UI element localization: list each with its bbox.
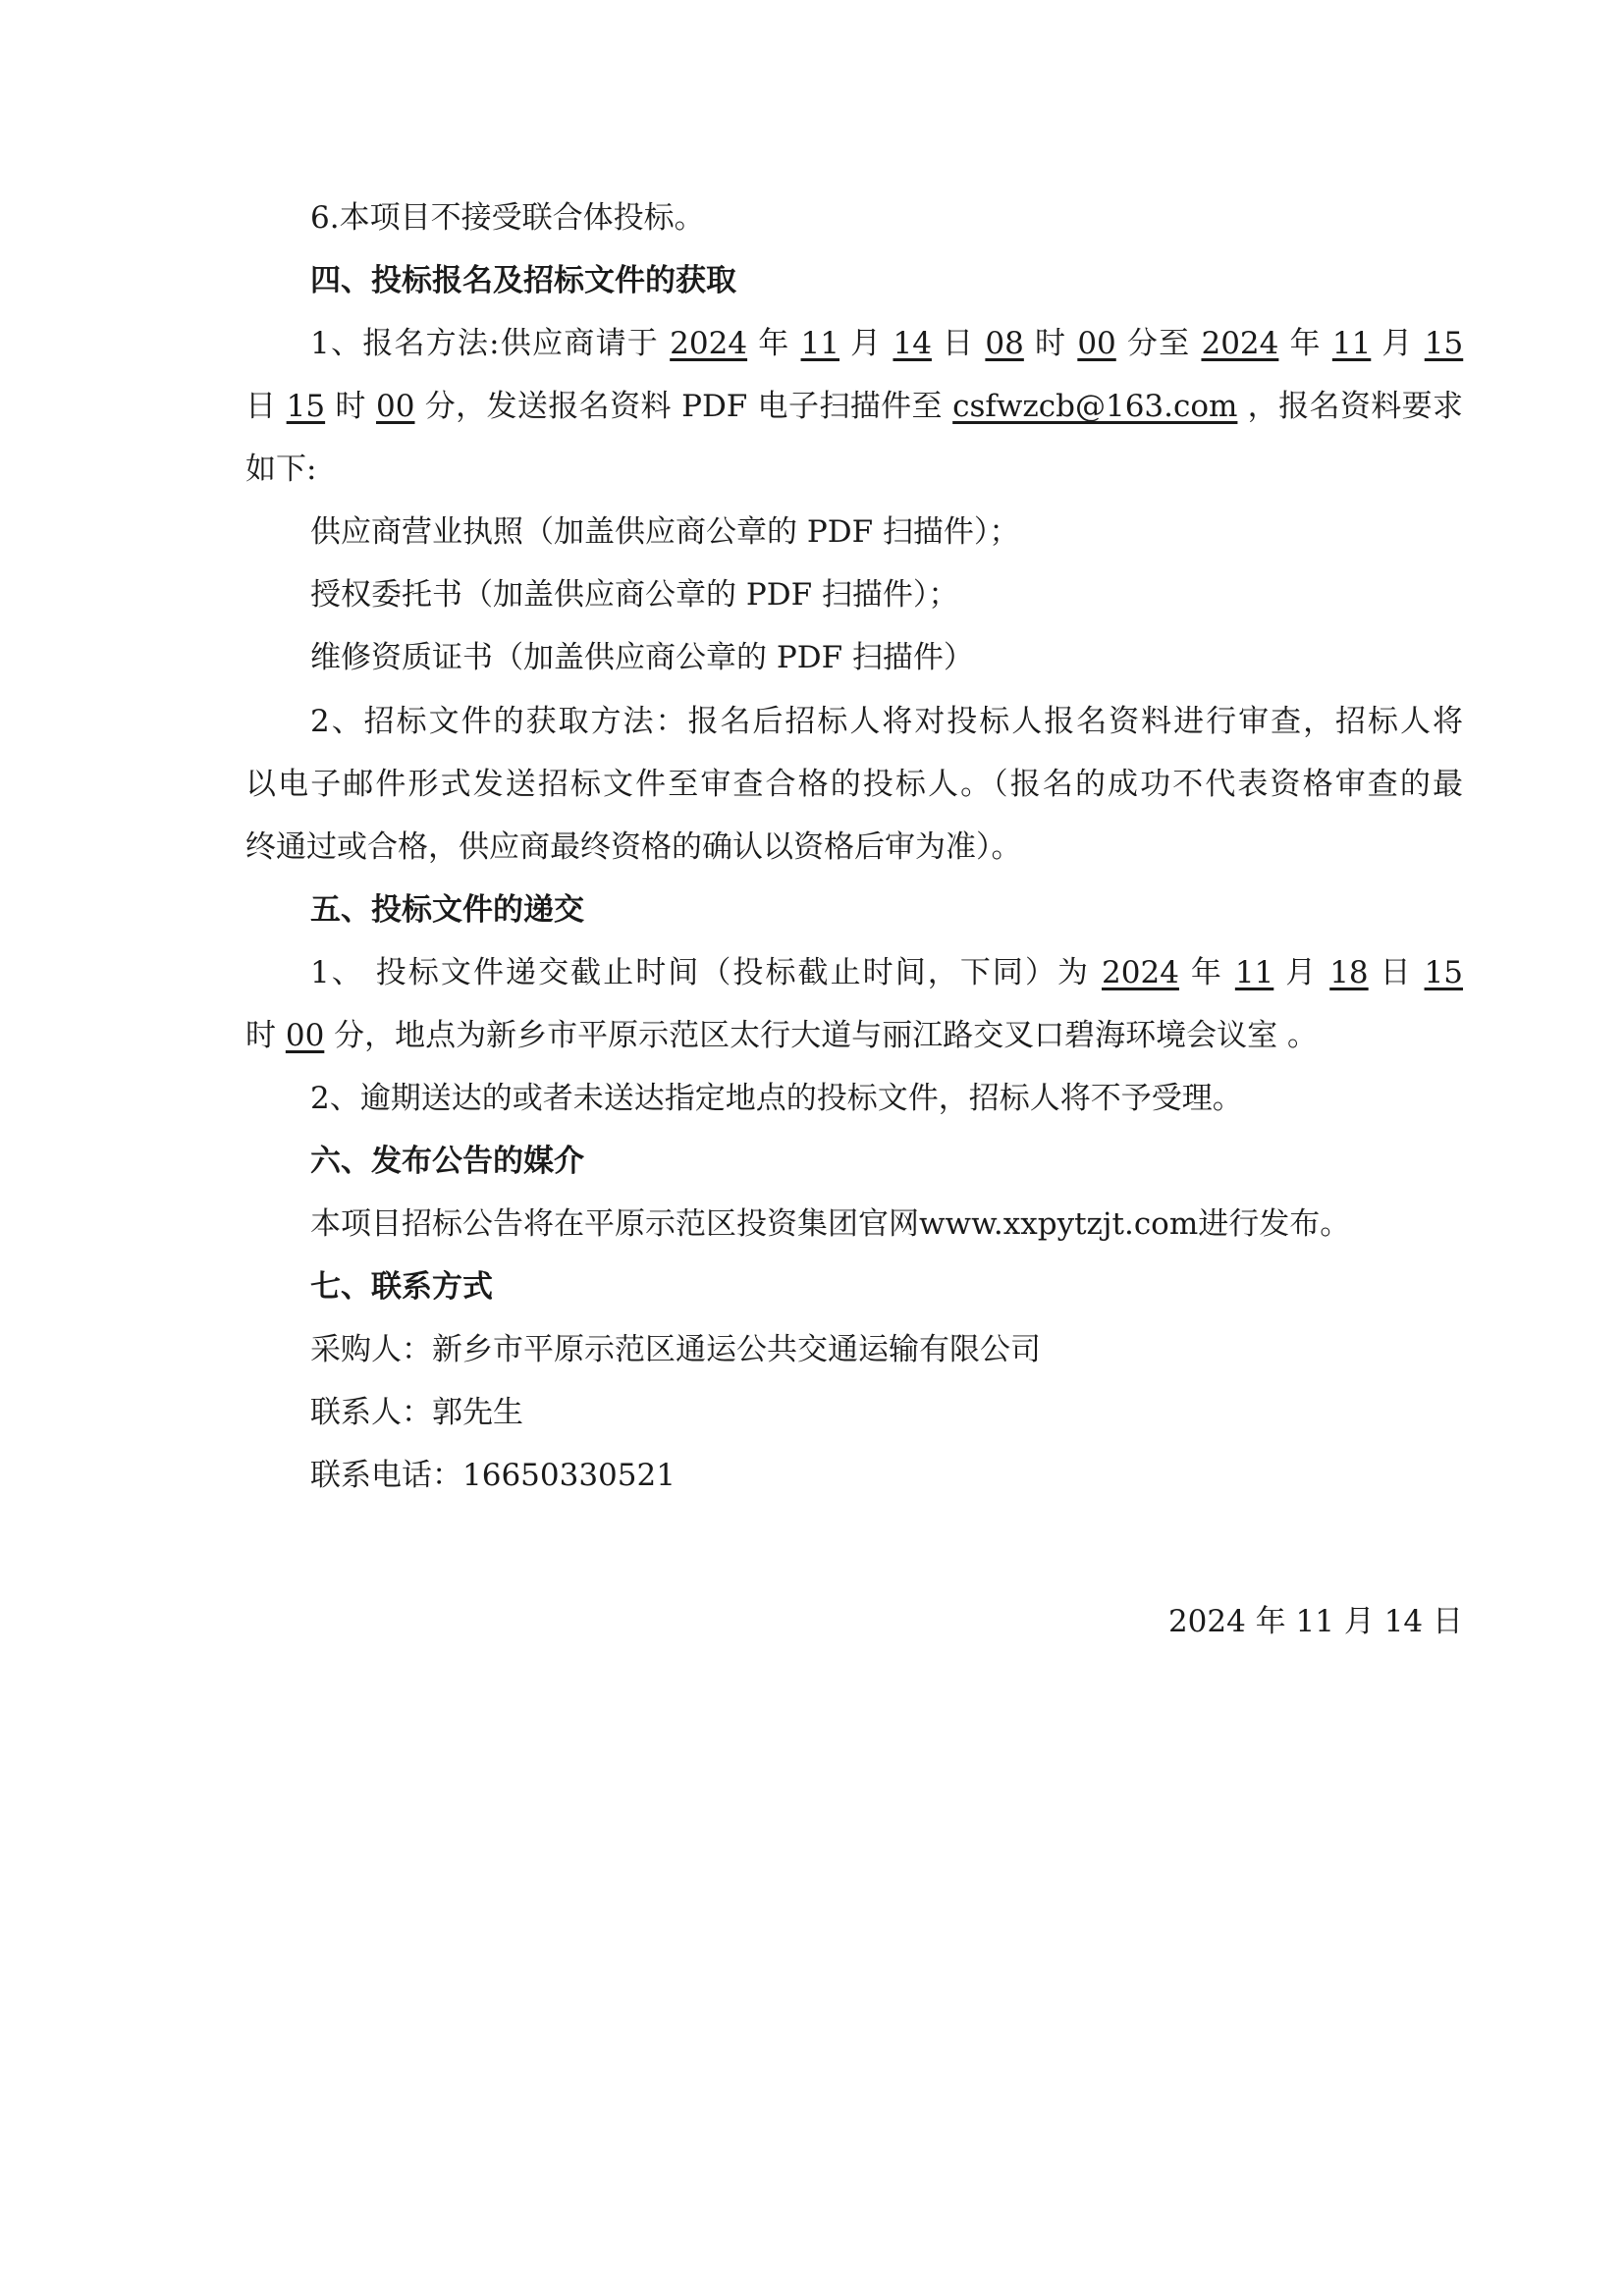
end-month: 11	[1331, 326, 1372, 361]
section-5-title: 五、投标文件的递交	[310, 892, 584, 928]
doc-repair-qualification: 维修资质证书（加盖供应商公章的 PDF 扫描件）	[310, 640, 974, 675]
start-year: 2024	[670, 326, 748, 361]
end-year: 2024	[1201, 326, 1279, 361]
section-4-title: 四、投标报名及招标文件的获取	[310, 263, 736, 298]
start-month: 11	[800, 326, 839, 361]
contact-phone-line: 联系电话：16650330521	[310, 1458, 676, 1493]
bid-doc-acquisition-line-1: 2、招标文件的获取方法：报名后招标人将对投标人报名资料进行审查，招标人将	[310, 704, 1463, 739]
registration-method-line-2: 日 15 时 00 分，发送报名资料 PDF 电子扫描件至 csfwzcb@163.com ，报名资料要求	[245, 389, 1464, 424]
section-6-title: 六、发布公告的媒介	[310, 1144, 584, 1179]
bid-doc-acquisition-line-2: 以电子邮件形式发送招标文件至审查合格的投标人。（报名的成功不代表资格审查的最	[245, 767, 1463, 802]
contact-person-line: 联系人：郭先生	[310, 1395, 523, 1430]
end-minute: 00	[376, 389, 415, 424]
purchaser-line: 采购人：新乡市平原示范区通运公共交通运输有限公司	[310, 1332, 1041, 1367]
contact-person: 郭先生	[432, 1395, 523, 1430]
deadline-minute: 00	[285, 1018, 325, 1053]
start-hour: 08	[985, 326, 1024, 361]
late-submission-note: 2、逾期送达的或者未送达指定地点的投标文件，招标人将不予受理。	[310, 1081, 1243, 1116]
start-day: 14	[893, 326, 932, 361]
doc-business-license: 供应商营业执照（加盖供应商公章的 PDF 扫描件）；	[310, 514, 1020, 550]
deadline-year: 2024	[1102, 955, 1179, 990]
email-link[interactable]: csfwzcb@163.com	[952, 389, 1238, 424]
deadline-hour: 15	[1424, 955, 1464, 990]
bid-doc-acquisition-line-3: 终通过或合格，供应商最终资格的确认以资格后审为准）。	[245, 829, 1022, 865]
doc-authorization-letter: 授权委托书（加盖供应商公章的 PDF 扫描件）；	[310, 577, 959, 613]
submission-deadline-line-2: 时 00 分，地点为新乡市平原示范区太行大道与丽江路交叉口碧海环境会议室 。	[245, 1018, 1319, 1053]
deadline-month: 11	[1234, 955, 1274, 990]
purchaser-name: 新乡市平原示范区通运公共交通运输有限公司	[432, 1332, 1041, 1367]
publication-media: 本项目招标公告将在平原示范区投资集团官网www.xxpytzjt.com进行发布。	[310, 1206, 1351, 1242]
registration-method-line-1: 1、报名方法:供应商请于 2024 年 11 月 14 日 08 时 00 分至 2024 年 11 月 15	[310, 326, 1464, 361]
contact-phone: 16650330521	[462, 1458, 676, 1493]
submission-deadline-line-1: 1、 投标文件递交截止时间（投标截止时间，下同）为 2024 年 11 月 18 日 15	[310, 955, 1464, 990]
registration-method-line-3: 如下:	[245, 452, 317, 487]
deadline-day: 18	[1329, 955, 1369, 990]
section-7-title: 七、联系方式	[310, 1269, 493, 1305]
item-6: 6.本项目不接受联合体投标。	[310, 200, 705, 236]
notice-date: 2024 年 11 月 14 日	[1167, 1604, 1463, 1639]
end-day: 15	[1424, 326, 1464, 361]
end-hour: 15	[286, 389, 326, 424]
website-link[interactable]: www.xxpytzjt.com	[919, 1206, 1199, 1242]
start-minute: 00	[1077, 326, 1116, 361]
